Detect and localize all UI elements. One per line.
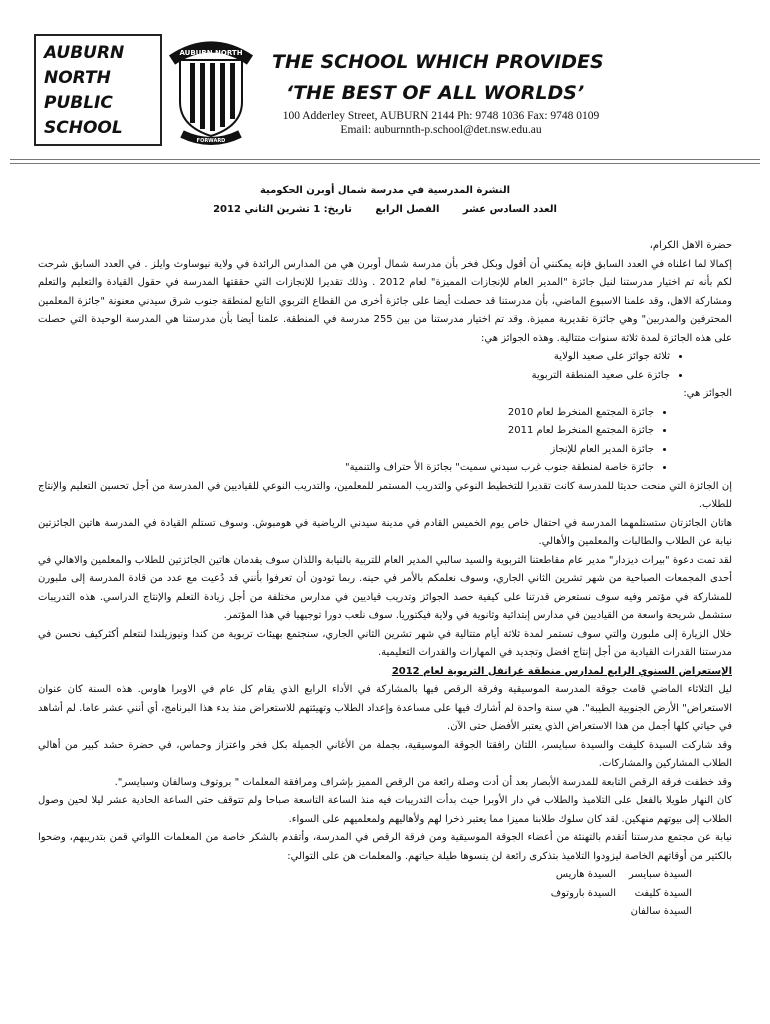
paragraph: إن الجائزة التي منحت حديثا للمدرسة كانت تقديرا للتخطيط النوعي والتدريب المستمر للمعلمين، والتدريب النوعي للقياديين في المدرسة من أجل تحسين التعليم والإنتاج للطلاب. <box>38 480 732 510</box>
school-crest-logo <box>168 38 254 146</box>
teacher-row <box>38 903 732 922</box>
paragraph: إكمالا لما اعلناه في العدد السابق فإنه يمكنني أن أقول وبكل فخر بأن مدرسة شمال أوبرن هي من المدارس الرائدة في ولاية نيوساوث وايلز . في العدد السابق شرحت لكم بأنه تم اختيار مدرستنا لنيل جائزة "المدير العام للإنجازات المميزة" لعام 2012 . وذلك تقديرا للإنجازات التي حققتها المدرسة في حقول القيادة والتعليم والتعلم ومشاركة الاهل، وقد علمنا الاسبوع الماضي، بأن مدرستنا قد حصلت أيضا على جائزة أخرى من القطاع التربوي التابع لمنطقة جنوب شرق سيدني معنونة "جائزة المعلمين المحترفين والمدربين" وهي جائزة تقديرية مميزة. وقد تم اختيار مدرستنا من بين 255 مدرسة في المنطقة. علمنا أيضا بأن مدرستنا هي المدرسة الوحيدة التي حصلت على هذه الجائزة لمدة ثلاثة سنوات متتالية. وهذه الجوائز هي: <box>38 258 732 344</box>
teacher-row <box>38 866 732 885</box>
paragraph: نيابة عن مجتمع مدرستنا أتقدم بالتهنئة من أعضاء الجوقة الموسيقية ومن فرقة الرقص في المدرسة، وأتقدم بالشكر خاصة من المعلمات اللواتي قمن بتدريبهم، وضحوا بالكثير من أوقاتهم الخاصة ليزودوا التلاميذ بتذكرى رائعة لن ينسوها طيلة حياتهم. والمعلمات هن على التوالي: <box>38 832 732 862</box>
slogan-line-2: ‘THE BEST OF ALL WORLDS’ <box>286 82 585 104</box>
awards-list-1 <box>38 348 732 385</box>
teacher-name: السيدة باروتوف <box>550 887 616 899</box>
crest-motto: FORWARD <box>196 138 226 144</box>
list-item: • ثلاثة جوائز على صعيد الولاية <box>38 348 670 367</box>
teacher-name: السيدة كليفت <box>634 887 692 899</box>
issue-number: العدد السادس عشر <box>462 203 557 215</box>
list-item: • جائزة المجتمع المنخرط لعام 2011 <box>38 422 654 441</box>
newsletter-title: النشرة المدرسية في مدرسة شمال أوبرن الحكومية <box>259 185 511 196</box>
address-block <box>282 109 600 137</box>
slogan-line-1: THE SCHOOL WHICH PROVIDES <box>272 51 604 73</box>
list-item: • جائزة على صعيد المنطقة التربوية <box>38 367 670 386</box>
divider <box>10 163 760 164</box>
teacher-name: السيدة سالفان <box>630 906 692 917</box>
list-item: • جائزة المجتمع المنخرط لعام 2010 <box>38 404 654 423</box>
paragraph: ليل الثلاثاء الماضي قامت جوقة المدرسة الموسيقية وفرقة الرقص فيها بالمشاركة في الأداء الرابع الذي يقام كل عام في الاوبرا هاوس. هذه السنة كان عنوان الاستعراض" الأرض الجنوبية الطيبة". هي سنة واحدة لم أشارك فيها على مساعدة وإعداد الطلاب وتهيئتهم للاستعراض منذ بدء هذا البرنامج، أي أنني عشر عاما. لم أشاهد في حياتي كلها أجمل من هذا الاستعراض الذي يعتبر الأفضل حتى الآن. <box>38 684 732 732</box>
paragraph: لقد تمت دعوة "بيرات ديزدار" مدير عام مقاطعتنا التربوية والسيد سالبي المدير العام للتربية بالنيابة واللذان سوف يقدمان هاتين الجائزتين للطلاب والمعلمين والاهالي في أحدى المجمعات الصباحية من شهر تشرين الثاني الجاري، وسوف نعلمكم بالأمر في حينه. ربما تودون أن تعرفوا بأنني قد دُعيت مع عدد من قادة المدرسة إلى ملبورن للمشاركة في مؤتمر وفيه سوف نستعرض قدرتنا على كيفية حصد الجوائز وتدريب قياديين في مدارس مختلفة من أجل زيادة التعلم والإنتاج الدراسي. هذه التدريبات ستشمل شريحة واسعة من القياديين في مدارس إبتدائية وثانوية في ولاية فيكتوريا. سوف نلعب دورا توجيهيا في هذا المؤتمر. <box>38 554 732 621</box>
list-item: • جائزة خاصة لمنطقة جنوب غرب سيدني سميت" بجائزة الأ حتراف والتنمية" <box>38 459 654 478</box>
paragraph: هاتان الجائزتان ستستلمهما المدرسة في احتفال خاص يوم الخميس القادم في مدينة سيدني الرياضية في هومبوش. وسوف تستلم القيادة في المدرسة هاتين الجائزتين نيابة عن الطلاب والطالبات والمعلمين والأهالي. <box>38 517 732 547</box>
email: Email: auburnnth-p.school@det.nsw.edu.au <box>340 124 542 136</box>
issue-date: تاريخ: 1 تشرين الثاني 2012 <box>213 203 352 215</box>
list-item: • جائزة المدير العام للإنجاز <box>38 441 654 460</box>
school-name-line: SCHOOL <box>44 118 123 138</box>
school-name-line: AUBURN <box>44 43 125 63</box>
paragraph: كان النهار طويلا بالفعل على التلاميذ والطلاب في دار الأوبرا حيث بدأت التدريبات فيه منذ الساعة التاسعة صباحا ولم تتوقف حتى الساعة الحادية عشر ليلا لحين وصول الطلاب إلى بيوتهم منهكين. لقد كان سلوك طلابنا مميزا مما يعتبر ذخرا لهم ولأهاليهم ولمعلميهم على السواء. <box>38 795 732 825</box>
term: الفصل الرابع <box>375 203 440 215</box>
awards-list-2 <box>38 404 732 478</box>
section-heading: الإستعراض السنوي الرابع لمدارس منطقة غرانفل التربوية لعام 2012 <box>391 665 732 677</box>
divider <box>10 159 760 160</box>
school-name-line: NORTH <box>44 68 111 88</box>
address: 100 Adderley Street, AUBURN 2144 Ph: 9748 1036 Fax: 9748 0109 <box>282 110 600 122</box>
school-name-box <box>34 34 162 146</box>
newsletter-body <box>38 182 732 922</box>
paragraph: وقد خطفت فرقة الرقص التابعة للمدرسة الأبصار بعد أن أدت وصلة رائعة من الرقص المميز بإشراف ومرافقة المعلمات " بروتوف وسالفان وسبايسر". <box>114 776 732 788</box>
issue-line <box>38 201 732 220</box>
crest-label: AUBURN NORTH <box>179 49 243 57</box>
teacher-name: السيدة سبايسر <box>628 869 692 880</box>
school-name-line: PUBLIC <box>44 93 113 113</box>
paragraph: خلال الزيارة إلى ملبورن والتي سوف تستمر لمدة ثلاثة أيام متتالية في شهر تشرين الثاني الجاري، سنجتمع بهيئات تربوية من كندا ونيوزيلندا لنتعلم أكثركيف نحسن في مدرستنا القدرات القيادية من أجل إنتاج افضل وتجديد في المهارات والقدرات التعليمية. <box>38 628 732 658</box>
teacher-name: السيدة هاريس <box>555 869 616 880</box>
greeting: حضرة الاهل الكرام، <box>649 240 732 251</box>
paragraph: وقد شاركت السيدة كليفت والسيدة سبايسر، اللتان رافقتا الجوقة الموسيقية، بجملة من الأغاني الجميلة بكل فخر واعتزاز وحماس، في حضرة حشد كبير من أهالي الطلاب المشاركين والمشاركات. <box>38 739 732 769</box>
teacher-row <box>38 885 732 904</box>
awards-label: الجوائز هي: <box>683 388 732 399</box>
